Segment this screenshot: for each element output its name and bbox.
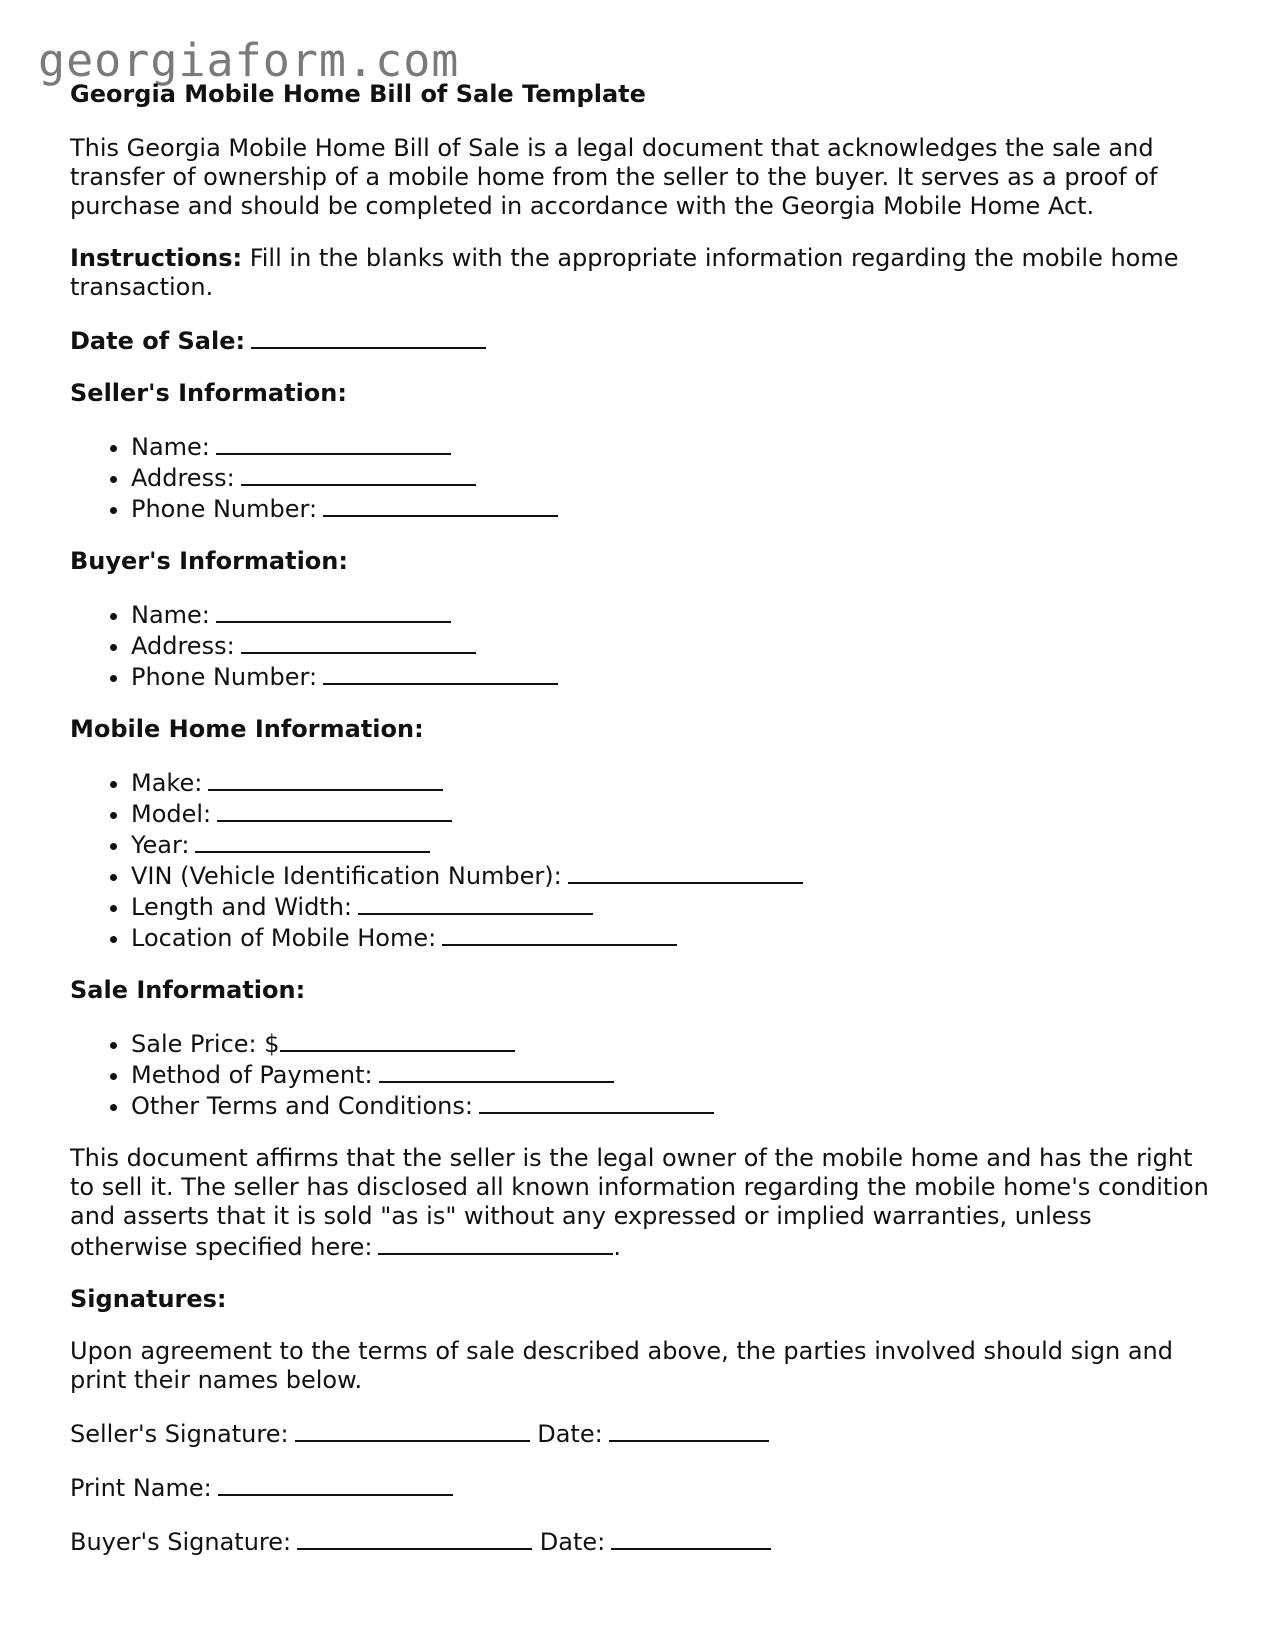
- instructions-text: Fill in the blanks with the appropriate information regarding the mobile home transaction.: [70, 244, 1179, 301]
- print-name-label: Print Name:: [70, 1474, 212, 1502]
- seller-date-label: Date:: [537, 1420, 603, 1448]
- affirmation-paragraph: [70, 1144, 1210, 1262]
- length-width-field[interactable]: [358, 891, 593, 915]
- date-of-sale-line: [70, 325, 1210, 356]
- length-width-label: Length and Width:: [131, 893, 353, 921]
- buyer-date-field[interactable]: [611, 1526, 771, 1550]
- mobile-home-fields-list: [70, 767, 1210, 953]
- seller-heading: Seller's Information:: [70, 379, 347, 407]
- list-item: [131, 767, 1210, 798]
- seller-address-label: Address:: [131, 464, 235, 492]
- document-title: Georgia Mobile Home Bill of Sale Template: [70, 80, 646, 108]
- buyer-name-label: Name:: [131, 601, 210, 629]
- payment-method-label: Method of Payment:: [131, 1061, 373, 1089]
- other-terms-label: Other Terms and Conditions:: [131, 1092, 473, 1120]
- seller-name-label: Name:: [131, 433, 210, 461]
- buyer-phone-label: Phone Number:: [131, 663, 318, 691]
- buyer-address-label: Address:: [131, 632, 235, 660]
- buyer-signature-line: [70, 1526, 1210, 1557]
- print-name-field[interactable]: [218, 1472, 453, 1496]
- location-field[interactable]: [442, 922, 677, 946]
- sale-fields-list: [70, 1028, 1210, 1121]
- other-terms-field[interactable]: [479, 1090, 714, 1114]
- buyer-heading: Buyer's Information:: [70, 547, 348, 575]
- list-item: [131, 1059, 1210, 1090]
- seller-signature-field[interactable]: [295, 1418, 530, 1442]
- sale-price-field[interactable]: [280, 1028, 515, 1052]
- seller-fields-list: [70, 431, 1210, 524]
- seller-phone-label: Phone Number:: [131, 495, 318, 523]
- seller-signature-line: [70, 1418, 1210, 1449]
- seller-name-field[interactable]: [216, 431, 451, 455]
- signatures-heading: Signatures:: [70, 1285, 227, 1313]
- payment-method-field[interactable]: [379, 1059, 614, 1083]
- list-item: [131, 431, 1210, 462]
- seller-phone-field[interactable]: [323, 493, 558, 517]
- signatures-paragraph: Upon agreement to the terms of sale described above, the parties involved should sign and print their names below.: [70, 1337, 1173, 1394]
- list-item: [131, 798, 1210, 829]
- vin-label: VIN (Vehicle Identification Number):: [131, 862, 562, 890]
- date-of-sale-label: Date of Sale:: [70, 327, 246, 355]
- seller-signature-label: Seller's Signature:: [70, 1420, 289, 1448]
- list-item: [131, 1090, 1210, 1121]
- list-item: [131, 829, 1210, 860]
- watermark: georgiaform.com: [38, 34, 460, 87]
- mobile-home-heading: Mobile Home Information:: [70, 715, 424, 743]
- warranty-exceptions-field[interactable]: [378, 1231, 613, 1255]
- list-item: [131, 661, 1210, 692]
- affirmation-period: .: [613, 1233, 622, 1261]
- vin-field[interactable]: [568, 860, 803, 884]
- year-field[interactable]: [195, 829, 430, 853]
- sale-heading: Sale Information:: [70, 976, 306, 1004]
- make-label: Make:: [131, 769, 203, 797]
- list-item: [131, 462, 1210, 493]
- buyer-phone-field[interactable]: [323, 661, 558, 685]
- model-label: Model:: [131, 800, 212, 828]
- date-of-sale-field[interactable]: [251, 325, 486, 349]
- buyer-name-field[interactable]: [216, 599, 451, 623]
- seller-address-field[interactable]: [241, 462, 476, 486]
- location-label: Location of Mobile Home:: [131, 924, 437, 952]
- instructions-label: Instructions:: [70, 244, 243, 272]
- list-item: [131, 493, 1210, 524]
- buyer-address-field[interactable]: [241, 630, 476, 654]
- list-item: [131, 891, 1210, 922]
- buyer-fields-list: [70, 599, 1210, 692]
- sale-price-label: Sale Price: $: [131, 1030, 280, 1058]
- list-item: [131, 599, 1210, 630]
- buyer-date-label: Date:: [539, 1528, 606, 1556]
- year-label: Year:: [131, 831, 190, 859]
- list-item: [131, 1028, 1210, 1059]
- seller-date-field[interactable]: [609, 1418, 769, 1442]
- intro-paragraph: This Georgia Mobile Home Bill of Sale is a legal document that acknowledges the sale and transfer of ownership of a mobile home from the seller to the buyer. It serves as a proof of purchase and should be completed in accordance with the Georgia Mobile Home Act.: [70, 134, 1158, 220]
- document-body: [70, 80, 1210, 1580]
- list-item: [131, 922, 1210, 953]
- buyer-signature-label: Buyer's Signature:: [70, 1528, 292, 1556]
- list-item: [131, 860, 1210, 891]
- instructions-paragraph: [70, 244, 1210, 302]
- list-item: [131, 630, 1210, 661]
- print-name-line: [70, 1472, 1210, 1503]
- buyer-signature-field[interactable]: [297, 1526, 532, 1550]
- make-field[interactable]: [208, 767, 443, 791]
- affirmation-text: This document affirms that the seller is the legal owner of the mobile home and has the right to sell it. The seller has disclosed all known information regarding the mobile home's condition and asserts that it is sold "as is" without any expressed or implied warranties, unless otherwise specified here:: [70, 1144, 1209, 1261]
- model-field[interactable]: [217, 798, 452, 822]
